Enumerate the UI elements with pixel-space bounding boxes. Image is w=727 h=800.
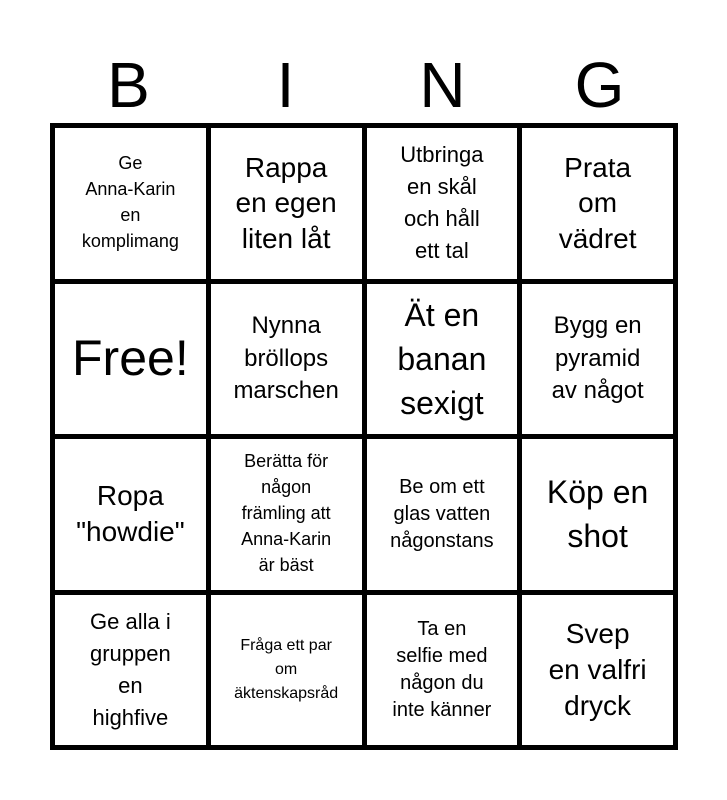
bingo-board <box>50 123 678 750</box>
bingo-cell[interactable]: Fråga ett par om äktenskapsråd <box>211 595 362 746</box>
header-letter-n: N <box>419 49 466 121</box>
header-letter-i: I <box>276 49 295 121</box>
bingo-cell[interactable]: Ropa "howdie" <box>55 439 206 590</box>
bingo-cell[interactable]: Ge Anna-Karin en komplimang <box>55 128 206 279</box>
bingo-cell[interactable]: Be om ett glas vatten någonstans <box>367 439 518 590</box>
bingo-cell[interactable]: Ta en selfie med någon du inte känner <box>367 595 518 746</box>
bingo-cell[interactable]: Ge alla i gruppen en highfive <box>55 595 206 746</box>
bingo-cell[interactable]: Berätta för någon främling att Anna-Karin är bäst <box>211 439 362 590</box>
bingo-cell[interactable]: Köp en shot <box>522 439 673 590</box>
bingo-cell[interactable]: Prata om vädret <box>522 128 673 279</box>
bingo-cell[interactable]: Utbringa en skål och håll ett tal <box>367 128 518 279</box>
bingo-cell[interactable]: Nynna bröllops marschen <box>211 284 362 435</box>
bingo-cell-free[interactable]: Free! <box>55 284 206 435</box>
bingo-cell[interactable]: Bygg en pyramid av något <box>522 284 673 435</box>
bingo-header <box>50 49 678 121</box>
bingo-cell[interactable]: Svep en valfri dryck <box>522 595 673 746</box>
bingo-cell[interactable]: Rappa en egen liten låt <box>211 128 362 279</box>
header-letter-g: G <box>574 49 625 121</box>
bingo-cell[interactable]: Ät en banan sexigt <box>367 284 518 435</box>
header-letter-b: B <box>107 49 150 121</box>
